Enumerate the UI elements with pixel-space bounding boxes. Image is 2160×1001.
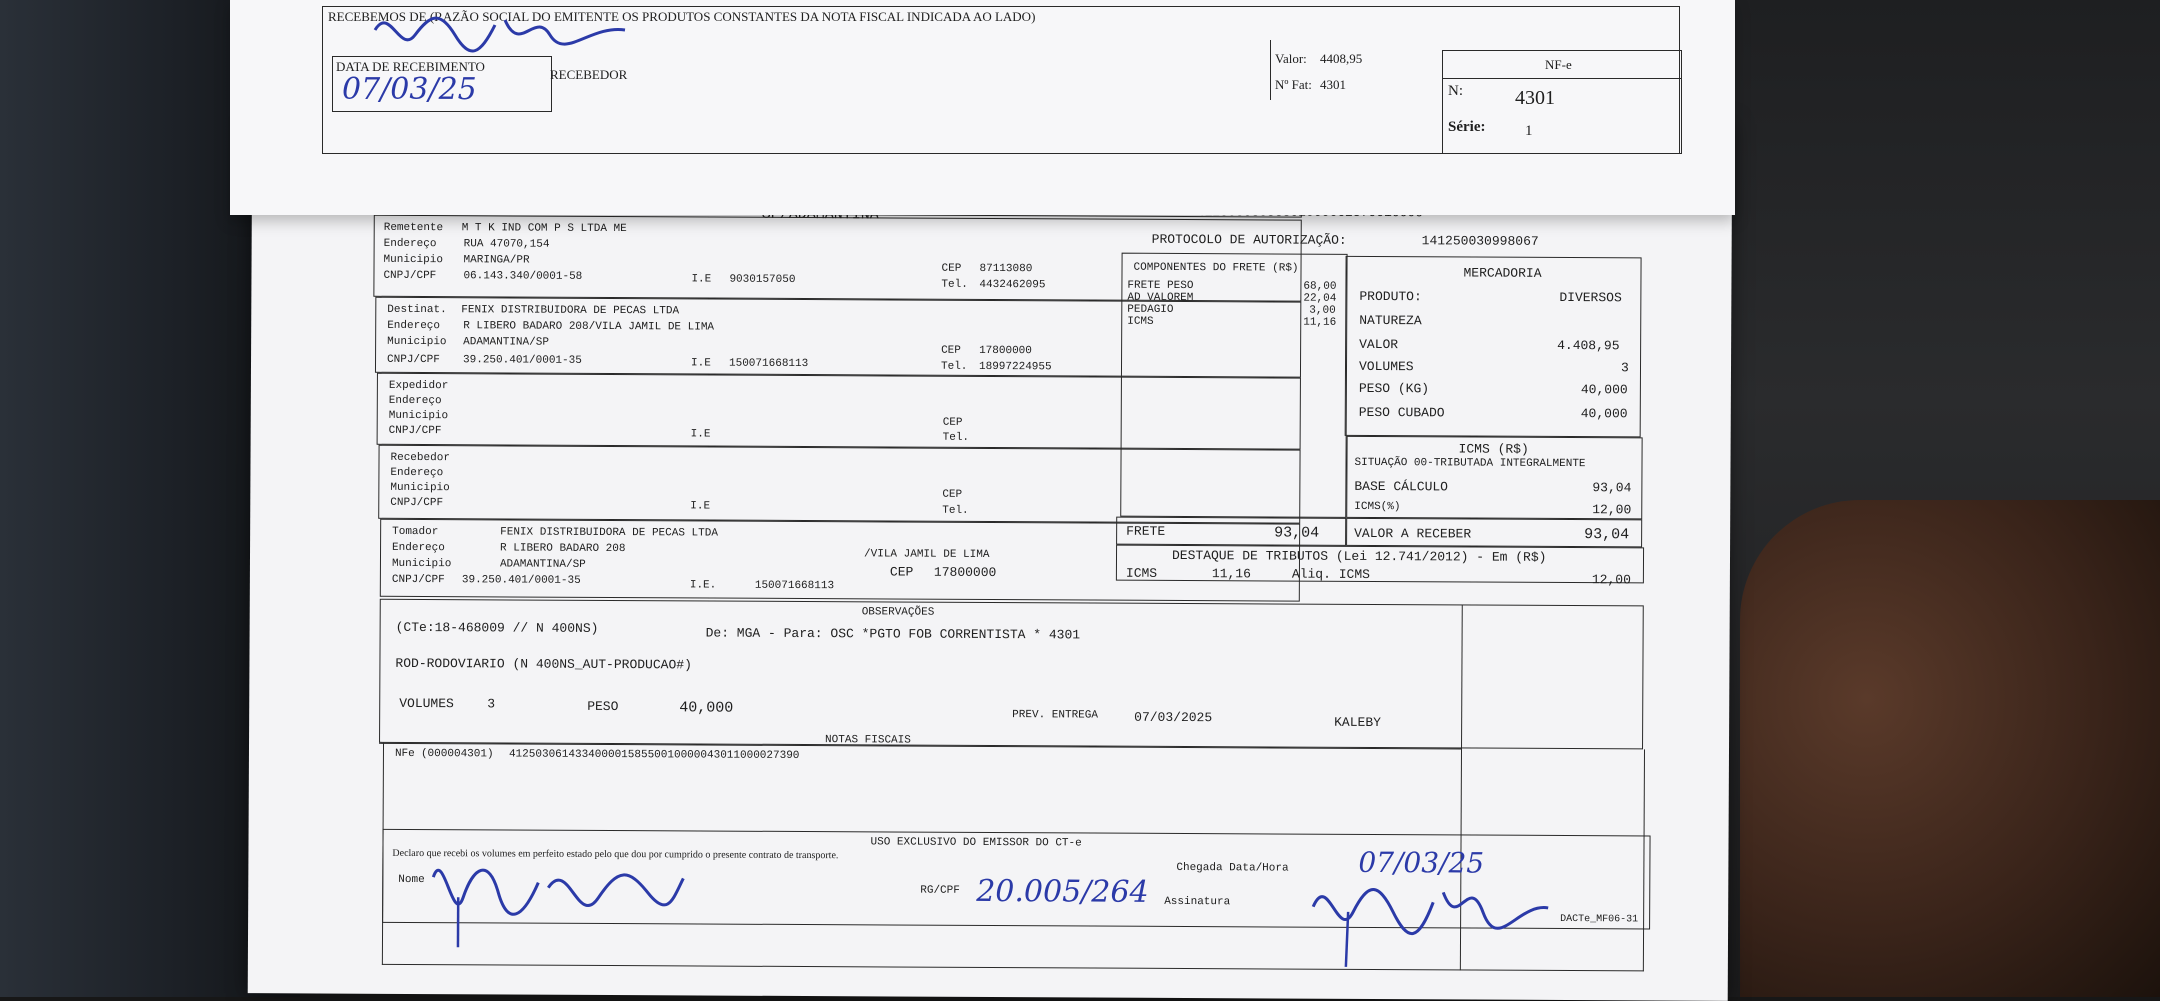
nfe-n-label: N:	[1448, 83, 1463, 99]
tomador-ie-label: I.E.	[689, 579, 717, 592]
expedidor-cep-label: CEP	[942, 416, 963, 429]
peso-cubado-label: PESO CUBADO	[1358, 404, 1445, 421]
receipt-valor: 4408,95	[1320, 51, 1363, 66]
destinatario-tel-label: Tel.	[940, 360, 968, 373]
tomador-label: Tomador	[392, 525, 439, 539]
tributos-aliq-label: Aliq. ICMS	[1291, 566, 1370, 582]
icms-situacao: SITUAÇÃO 00-TRIBUTADA INTEGRALMENTE	[1354, 456, 1586, 471]
frete-item-label: PEDAGIO	[1127, 303, 1174, 316]
valor-value: 4.408,95	[1557, 337, 1620, 354]
footer-dacte: DACTe_MF06-31	[1560, 913, 1639, 926]
recebedor-stub-label: RECEBEDOR	[550, 67, 628, 82]
obs-volumes-label: VOLUMES	[399, 695, 454, 712]
expedidor-label: Expedidor	[388, 379, 449, 393]
data-recebimento-label: DATA DE RECEBIMENTO	[336, 59, 485, 74]
footer-chegada-label: Chegada Data/Hora	[1176, 861, 1289, 875]
signature-nome	[428, 837, 689, 958]
icms-aliq: 12,00	[1592, 502, 1632, 518]
produto-value: DIVERSOS	[1559, 289, 1622, 306]
frete-item-label: AD VALOREM	[1127, 291, 1194, 305]
obs-peso: 40,000	[679, 699, 734, 717]
tomador-ie: 150071668113	[754, 579, 835, 593]
tomador-cnpj-label: CNPJ/CPF	[391, 573, 445, 587]
destinatario-nome: FENIX DISTRIBUIDORA DE PECAS LTDA	[461, 304, 680, 318]
tomador-municipio-label: Municipio	[391, 557, 452, 571]
obs-motorista: KALEBY	[1334, 714, 1381, 731]
receipt-nfat: 4301	[1320, 77, 1346, 92]
footer-nome-label: Nome	[398, 873, 425, 887]
recebedor-label: Recebedor	[390, 451, 450, 465]
valor-receber-label: VALOR A RECEBER	[1354, 525, 1472, 542]
nfe-serie-value: 1	[1525, 123, 1533, 139]
receipt-nfat-label: Nº Fat:	[1275, 77, 1312, 92]
nfe-label: NF-e	[1545, 57, 1572, 72]
footer-rg-label: RG/CPF	[920, 884, 960, 897]
produto-label: PRODUTO:	[1359, 288, 1422, 305]
destinatario-ie-label: I.E	[690, 357, 711, 370]
obs-cte: (CTe:18-468009 // N 400NS)	[395, 619, 599, 636]
destinatario-endereco-label: Endereço	[387, 319, 441, 333]
recebedor-cnpj-label: CNPJ/CPF	[390, 496, 444, 510]
frete-item-value: 11,16	[1303, 316, 1337, 329]
remetente-cep-label: CEP	[941, 262, 962, 275]
nfe-divider	[1442, 78, 1682, 79]
dacte-document	[248, 116, 1733, 1001]
footer-chegada-handwritten: 07/03/25	[1358, 845, 1485, 880]
destinatario-municipio-label: Municipio	[387, 335, 447, 349]
icms-base: 93,04	[1592, 480, 1632, 496]
recebedor-cep-label: CEP	[942, 488, 963, 501]
nfe-serie-label: Série:	[1448, 119, 1486, 135]
frete-item-value: 22,04	[1303, 292, 1337, 305]
valor-receber: 93,04	[1584, 526, 1630, 544]
valor-divider	[1270, 40, 1271, 100]
obs-prev-label: PREV. ENTREGA	[1012, 709, 1099, 722]
destinatario-cnpj: 39.250.401/0001-35	[462, 354, 582, 367]
recebedor-municipio-label: Municipio	[390, 481, 450, 495]
expedidor-endereco-label: Endereço	[388, 394, 442, 408]
destinatario-endereco: R LIBERO BADARO 208/VILA JAMIL DE LIMA	[463, 320, 715, 334]
frete-item-label: ICMS	[1127, 315, 1154, 328]
tomador-bairro: /VILA JAMIL DE LIMA	[863, 548, 990, 561]
frete-item-label: FRETE PESO	[1127, 279, 1194, 293]
peso-cubado-value: 40,000	[1580, 406, 1628, 422]
obs-rota: De: MGA - Para: OSC *PGTO FOB CORRENTISTA * 4301	[705, 625, 1081, 643]
receipt-stub	[230, 0, 1735, 215]
tributos-aliq-value: 12,00	[1591, 572, 1631, 588]
notas-chave: 41250306143340000158550010000043011000027390	[508, 748, 800, 763]
remetente-cnpj: 06.143.340/0001-58	[463, 270, 583, 283]
expedidor-municipio-label: Municipio	[388, 409, 449, 423]
tributos-icms-value: 11,16	[1211, 566, 1251, 582]
notas-title: NOTAS FISCAIS	[825, 734, 911, 747]
data-recebimento-handwritten: 07/03/25	[342, 72, 477, 107]
footer-rg-handwritten: 20.005/264	[976, 873, 1149, 910]
destinatario-label: Destinat.	[387, 303, 447, 317]
valor-label: VALOR	[1359, 336, 1399, 353]
recebedor-ie-label: I.E	[690, 500, 711, 513]
mercadoria-title: MERCADORIA	[1463, 265, 1542, 281]
destinatario-cnpj-label: CNPJ/CPF	[387, 353, 440, 367]
remetente-ie-label: I.E	[691, 273, 712, 286]
remetente-endereco-label: Endereço	[383, 237, 437, 251]
destinatario-municipio: ADAMANTINA/SP	[463, 336, 549, 349]
peso-label: PESO (KG)	[1358, 380, 1430, 397]
expedidor-cnpj-label: CNPJ/CPF	[388, 424, 442, 438]
remetente-tel: 4432462095	[979, 278, 1046, 292]
destinatario-cep-label: CEP	[941, 344, 961, 357]
remetente-ie: 9030157050	[729, 273, 796, 286]
expedidor-tel-label: Tel.	[942, 431, 970, 444]
destinatario-tel: 18997224955	[978, 360, 1052, 374]
frete-total: 93,04	[1274, 524, 1320, 542]
footer-title: USO EXCLUSIVO DO EMISSOR DO CT-e	[870, 836, 1082, 850]
remetente-label: Remetente	[383, 221, 444, 235]
receipt-header: RECEBEMOS DE (RAZÃO SOCIAL DO EMITENTE OS PRODUTOS CONSTANTES DA NOTA FISCAL INDICADA AO LADO)	[328, 9, 1036, 24]
remetente-municipio: MARINGA/PR	[463, 254, 530, 267]
tributos-title: DESTAQUE DE TRIBUTOS (Lei 12.741/2012) - Em (R$)	[1171, 547, 1547, 565]
frete-title: COMPONENTES DO FRETE (R$)	[1133, 261, 1299, 275]
remetente-municipio-label: Municipio	[383, 253, 444, 267]
tomador-municipio: ADAMANTINA/SP	[499, 558, 586, 571]
recebedor-endereco-label: Endereço	[390, 466, 444, 480]
tomador-endereco-label: Endereço	[392, 541, 445, 555]
recebedor-tel-label: Tel.	[942, 504, 969, 517]
volumes-label: VOLUMES	[1358, 358, 1414, 375]
signature-stub	[370, 0, 630, 70]
natureza-label: NATUREZA	[1359, 312, 1422, 329]
notas-nfe-num: (000004301)	[420, 748, 494, 761]
frete-total-label: FRETE	[1126, 523, 1166, 539]
obs-volumes: 3	[487, 696, 496, 712]
frete-item-value: 68,00	[1303, 280, 1337, 293]
obs-modal: ROD-RODOVIARIO (N 400NS_AUT-PRODUCAO#)	[395, 655, 692, 673]
frete-item-value: 3,00	[1309, 304, 1336, 317]
signature-assinatura	[1308, 862, 1559, 973]
icms-title: ICMS (R$)	[1458, 441, 1529, 457]
expedidor-ie-label: I.E	[690, 428, 711, 441]
tributos-icms-label: ICMS	[1125, 565, 1158, 581]
destinatario-cep: 17800000	[979, 344, 1032, 358]
footer-assinatura-label: Assinatura	[1164, 895, 1231, 909]
icms-aliq-label: ICMS(%)	[1354, 500, 1401, 514]
peso-value: 40,000	[1580, 382, 1628, 398]
obs-peso-label: PESO	[587, 698, 619, 715]
destinatario-ie: 150071668113	[728, 357, 809, 371]
footer-declaro: Declaro que recebi os volumes em perfeito estado pelo que dou por cumprido o presente contrato de transporte.	[392, 847, 839, 862]
notas-nfe-label: NFe	[394, 747, 415, 760]
tomador-cnpj: 39.250.401/0001-35	[461, 574, 581, 587]
protocolo-value: 141250030998067	[1421, 233, 1539, 249]
tomador-endereco: R LIBERO BADARO 208	[500, 542, 626, 556]
tomador-nome: FENIX DISTRIBUIDORA DE PECAS LTDA	[500, 526, 719, 540]
volumes-value: 3	[1620, 360, 1629, 376]
tomador-cep: 17800000	[933, 564, 997, 581]
icms-base-label: BASE CÁLCULO	[1354, 478, 1449, 495]
remetente-cnpj-label: CNPJ/CPF	[383, 269, 437, 283]
leather-bag	[1740, 500, 2160, 997]
observacoes-title: OBSERVAÇÕES	[861, 606, 935, 619]
remetente-endereco: RUA 47070,154	[463, 238, 550, 251]
nfe-n-value: 4301	[1515, 87, 1555, 109]
remetente-cep: 87113080	[979, 262, 1033, 276]
protocolo-label: PROTOCOLO DE AUTORIZAÇÃO:	[1151, 231, 1347, 248]
obs-prev: 07/03/2025	[1134, 709, 1213, 726]
remetente-tel-label: Tel.	[941, 278, 968, 291]
tomador-cep-label: CEP	[889, 564, 914, 580]
receipt-valor-label: Valor:	[1275, 51, 1307, 66]
remetente-nome: M T K IND COM P S LTDA ME	[461, 222, 627, 236]
